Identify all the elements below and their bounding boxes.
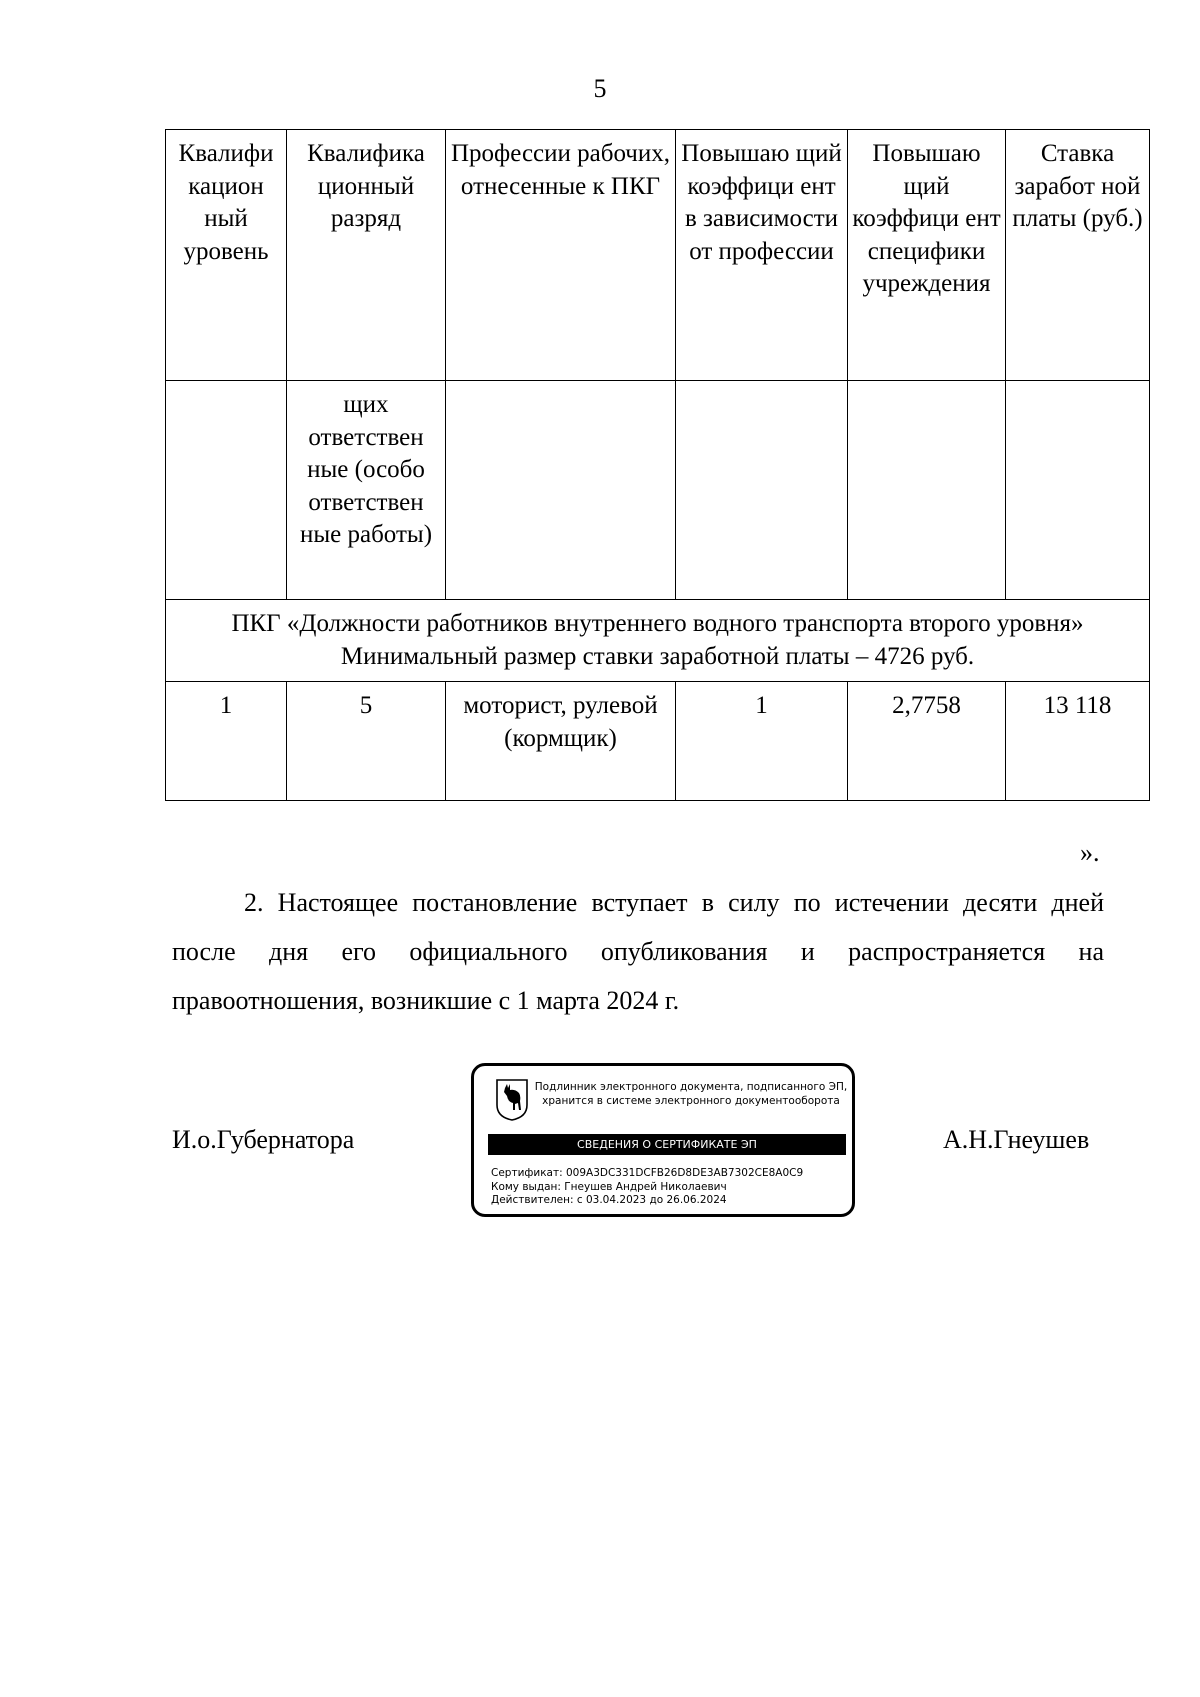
table-row <box>166 682 1150 801</box>
header-level: Квалифи кацион ный уровень <box>166 130 287 381</box>
header-rate: Ставка заработ ной платы (руб.) <box>1006 130 1150 381</box>
header-coef-profession: Повышаю щий коэффици ент в зависимости от профессии <box>676 130 848 381</box>
stamp-header-line1: Подлинник электронного документа, подписанного ЭП, <box>534 1081 848 1093</box>
page-number: 5 <box>593 74 607 103</box>
pkg-table <box>165 129 1150 801</box>
continuation-cell: щих ответствен ные (особо ответствен ные работы) <box>287 381 446 600</box>
group-title: ПКГ «Должности работников внутреннего водного транспорта второго уровня» <box>231 610 1084 637</box>
closing-quote: ». <box>1080 838 1100 867</box>
cell-coef-profession: 1 <box>676 682 848 801</box>
table-header-row <box>166 130 1150 381</box>
stamp-info <box>491 1167 803 1208</box>
stamp-title: СВЕДЕНИЯ О СЕРТИФИКАТЕ ЭП <box>488 1134 846 1155</box>
stamp-certificate: Сертификат: 009A3DC331DCFB26D8DE3AB7302CE8A0C9 <box>491 1167 804 1179</box>
header-professions: Профессии рабочих, отнесенные к ПКГ <box>446 130 676 381</box>
continuation-row <box>166 381 1150 600</box>
signatory-name: А.Н.Гнеушев <box>943 1125 1090 1154</box>
header-grade: Квалифика ционный разряд <box>287 130 446 381</box>
cell-level: 1 <box>166 682 287 801</box>
signatory-role: И.о.Губернатора <box>172 1125 355 1154</box>
group-cell <box>166 600 1150 682</box>
cell-coef-specific: 2,7758 <box>848 682 1006 801</box>
cell-professions: моторист, рулевой (кормщик) <box>446 682 676 801</box>
stamp-issued-to: Кому выдан: Гнеушев Андрей Николаевич <box>491 1180 727 1193</box>
body-paragraph: 2. Настоящее постановление вступает в силу по истечении десяти дней после дня его официального опубликования и распространяется на правоотношения, возникшие с 1 марта 2024 г. <box>172 888 1104 1015</box>
stamp-header-line2: хранится в системе электронного документооборота <box>542 1095 840 1107</box>
stamp-header <box>532 1080 850 1108</box>
group-row <box>166 600 1150 682</box>
group-min-rate: Минимальный размер ставки заработной платы – 4726 руб. <box>340 642 975 670</box>
stamp-valid: Действителен: с 03.04.2023 до 26.06.2024 <box>491 1194 727 1206</box>
e-signature-stamp <box>471 1063 855 1217</box>
cell-grade: 5 <box>287 682 446 801</box>
header-coef-specific: Повышаю щий коэффици ент специфики учреждения <box>848 130 1006 381</box>
coat-of-arms-icon <box>496 1079 528 1121</box>
cell-rate: 13 118 <box>1006 682 1150 801</box>
